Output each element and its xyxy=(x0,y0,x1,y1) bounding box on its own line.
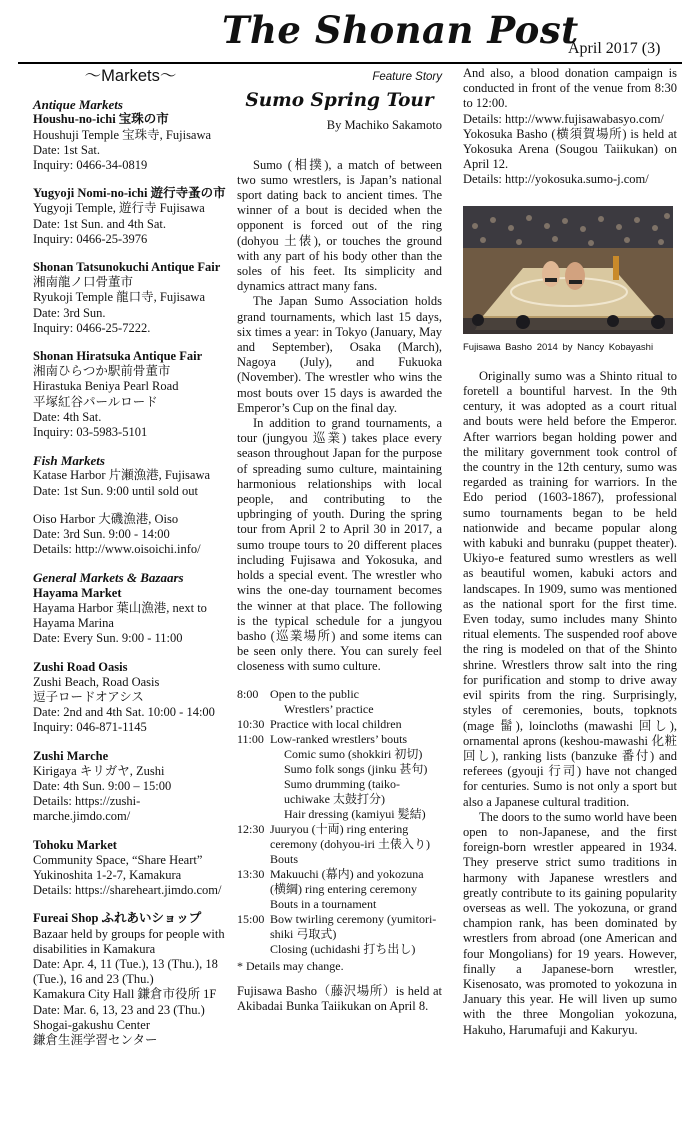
feature-column xyxy=(237,66,442,1014)
market-line: Shogai-gakushu Center xyxy=(33,1017,150,1032)
market-entry xyxy=(33,586,228,647)
details-link: Details: http://yokosuka.sumo-j.com/ xyxy=(463,172,649,187)
market-line: Katase Harbor 片瀬漁港, Fujisawa xyxy=(33,468,211,483)
market-line: Date: 3rd Sun. xyxy=(33,305,106,320)
article-paragraph: In addition to grand tournaments, a tour (jungyou 巡業) takes place every season throughout Japan for the purpose of spreading sumo culture, maintaining harmonious relationships with local people, and contributing to the upbringing of youth. During the spring tour from April 2 to April 30 in 2017, a sumo troupe tours to 20 different places including Fujisawa and Yokosuka, and holds a special event. The wrestler who wins the one-day tournament becomes the winner at that place. The following is the typical schedule for a jungyou basho (巡業場所) and some items can be seen only there. You can surely feel closeness with sumo culture. xyxy=(237,416,442,674)
schedule-time: 10:30 xyxy=(237,716,265,731)
market-line: Date: 2nd and 4th Sat. 10:00 - 14:00 xyxy=(33,705,215,720)
schedule xyxy=(237,687,442,974)
market-line: Details: https://zushi- xyxy=(33,794,141,809)
market-entry xyxy=(33,349,228,440)
market-line: marche.jimdo.com/ xyxy=(33,809,131,824)
schedule-item: Comic sumo (shokkiri 初切) xyxy=(284,746,423,761)
category-title: Fish Markets xyxy=(33,453,105,469)
article-title: Sumo Spring Tour xyxy=(245,90,434,112)
article-paragraph: Originally sumo was a Shinto ritual to foretell a bountiful harvest. In the 9th century, it was adopted as a court ritual and bouts were held before the Emperor. After warriors began holding power and the military government took control of the country in the 12th century, sumo was regarded as training for warriors. In the Edo period (1603-1867), professional sumo tournaments began to be held nationwide and became popular along with kabuki and bunraku (puppet theater). Ukiyo-e featured sumo wrestlers as well as beautiful women, kabuki actors and landscapes. In 1909, sumo was mentioned as the national sport for the first time. Even today, sumo includes many Shinto ritual elements. The suspended roof above the ring is modeled on that of the Shinto shrine. Wrestlers throw salt into the ring for purification and stomp to drive away evil spirits from the ring. Surprisingly, styles of ceremonies, bouts, topknots (mage 髷), loincloths (mawashi 回し), ornamental aprons (keshou-mawashi 化粧回し), ranking lists (banzuke 番付) and referees (gyouji 行司) have not changed for centuries. Sumo is not only a sport but also a Japanese cultural tradition. xyxy=(463,368,677,809)
market-entry xyxy=(33,112,228,173)
market-name: Tohoku Market xyxy=(33,837,117,852)
market-entry xyxy=(33,911,228,1048)
market-line: Date: 4th Sat. xyxy=(33,409,102,424)
market-line: Kamakura City Hall 鎌倉市役所 1F xyxy=(33,987,217,1002)
market-line: Date: 3rd Sun. 9:00 - 14:00 xyxy=(33,527,170,542)
schedule-time: 15:00 xyxy=(237,911,265,926)
market-line: Date: 1st Sat. xyxy=(33,142,101,157)
market-line: Date: Mar. 6, 13, 23 and 23 (Thu.) xyxy=(33,1002,205,1017)
schedule-item: Juuryou (十両) ring entering ceremony (dohyou-iri 土俵入り) xyxy=(270,821,430,851)
markets-heading: 〜Markets〜 xyxy=(84,67,177,85)
market-name: Houshu-no-ichi 宝珠の市 xyxy=(33,112,169,127)
market-line: Date: Every Sun. 9:00 - 11:00 xyxy=(33,631,183,646)
schedule-item: Closing (uchidashi 打ち出し) xyxy=(270,941,416,956)
schedule-item: Open to the public xyxy=(270,686,359,701)
market-entry xyxy=(33,260,228,336)
market-entry xyxy=(33,838,228,899)
schedule-item: Sumo drumming (taiko-uchiwake 太鼓打分) xyxy=(284,776,400,806)
market-name: Shonan Hiratsuka Antique Fair xyxy=(33,349,203,364)
market-line: 逗子ロードオアシス xyxy=(33,689,144,704)
market-line: 平塚紅谷パールロード xyxy=(33,394,158,409)
market-line: Inquiry: 0466-34-0819 xyxy=(33,158,148,173)
article-paragraph: The doors to the sumo world have been open to non-Japanese, and the first foreign-born wrestler appeared in 1934. They preserve strict sumo traditions in harmony with Japanese wrestlers and greatly contribute to its gaining popularity overseas as well. The yokozuna, or grand champion rank, has been dominated by wrestlers from abroad (one American and four Mongolians) for 19 years. However, finally a Japanese-born wrestler, Kisenosato, was promoted to yokozuna in January this year. He will liven up sumo with the three Mongolian yokozuna, Hakuho, Harumafuji and Kakuryu. xyxy=(463,809,677,1037)
market-line: 湘南龍ノ口骨董市 xyxy=(33,275,134,290)
market-line: Zushi Beach, Road Oasis xyxy=(33,674,160,689)
market-line: Inquiry: 03-5983-5101 xyxy=(33,425,148,440)
schedule-item: Bouts xyxy=(270,851,299,866)
market-name: Hayama Market xyxy=(33,585,122,600)
market-line: Date: Apr. 4, 11 (Tue.), 13 (Thu.), 18 xyxy=(33,956,218,971)
issue-date: April 2017 (3) xyxy=(568,40,661,57)
market-entry xyxy=(33,660,228,736)
masthead xyxy=(0,0,700,64)
venue-text: Fujisawa Basho（藤沢場所）is held at Akibadai Bunka Taiikukan on April 8. xyxy=(237,983,442,1013)
schedule-item: Bouts in a tournament xyxy=(270,896,377,911)
market-entry xyxy=(33,512,228,558)
schedule-item: Makuuchi (幕内) and yokozuna (横綱) ring entering ceremony xyxy=(270,866,424,896)
schedule-note: * Details may change. xyxy=(237,958,344,973)
market-line: Details: https://shareheart.jimdo.com/ xyxy=(33,883,222,898)
market-line: Ryukoji Temple 龍口寺, Fujisawa xyxy=(33,290,205,305)
market-line: Date: 4th Sun. 9:00 – 15:00 xyxy=(33,778,172,793)
market-name: Fureai Shop ふれあいショップ xyxy=(33,911,202,926)
schedule-item: Low-ranked wrestlers’ bouts xyxy=(270,731,408,746)
market-line: Inquiry: 0466-25-3976 xyxy=(33,231,148,246)
article-paragraph: The Japan Sumo Association holds grand tournaments, which last 15 days, six times a year: in Tokyo (January, May and September), Osaka (March), Nagoya (July), and Fukuoka (November). The wrestler who wins the most bouts over 15 days is awarded the Emperor’s Cup on the final day. xyxy=(237,294,442,415)
schedule-time: 8:00 xyxy=(237,686,259,701)
market-line: (Tue.), 16 and 23 (Thu.) xyxy=(33,972,154,987)
right-column xyxy=(463,66,677,1038)
market-line: Date: 1st Sun. 9:00 until sold out xyxy=(33,483,198,498)
schedule-item: Wrestlers’ practice xyxy=(284,701,374,716)
category-title: Antique Markets xyxy=(33,97,123,113)
market-entry xyxy=(33,749,228,825)
schedule-item: Practice with local children xyxy=(270,716,402,731)
schedule-time: 13:30 xyxy=(237,866,265,881)
market-line: Houshuji Temple 宝珠寺, Fujisawa xyxy=(33,127,212,142)
schedule-row xyxy=(237,912,442,942)
market-line: disabilities in Kamakura xyxy=(33,941,156,956)
markets-column xyxy=(33,66,228,1061)
market-line: Hirastuka Beniya Pearl Road xyxy=(33,379,179,394)
market-line: Yukinoshita 1-2-7, Kamakura xyxy=(33,867,182,882)
market-line: Oiso Harbor 大磯漁港, Oiso xyxy=(33,511,179,526)
sumo-photo xyxy=(463,206,673,334)
market-line: Inquiry: 0466-25-7222. xyxy=(33,320,151,335)
newspaper-title: The Shonan Post xyxy=(222,8,579,52)
article-paragraph: Yokosuka Basho (横須賀場所) is held at Yokosuka Arena (Sougou Taiikukan) on April 12. xyxy=(463,126,677,172)
market-entry xyxy=(33,468,228,498)
market-name: Zushi Road Oasis xyxy=(33,659,128,674)
market-line: Inquiry: 046-871-1145 xyxy=(33,720,147,735)
schedule-row xyxy=(237,687,442,702)
market-name: Zushi Marche xyxy=(33,748,109,763)
schedule-time: 11:00 xyxy=(237,731,264,746)
feature-label: Feature Story xyxy=(372,71,442,83)
article-paragraph: Sumo (相撲), a match of between two sumo wrestlers, is Japan’s national sport dating back to ancient times. The winner of a bout is decided when the opponent is forced out of the ring (dohyou 土俵), or touches the ground with any part of his body other than the soles of his feet. Its simplicity and dynamics attract many fans. xyxy=(237,157,442,294)
schedule-item: Hair dressing (kamiyui 髪結) xyxy=(284,806,426,821)
schedule-item: Bow twirling ceremony (yumitori-shiki 弓取式) xyxy=(270,911,437,941)
market-name: Yugyoji Nomi-no-ichi 遊行寺蚤の市 xyxy=(33,186,226,201)
schedule-row xyxy=(237,867,442,897)
market-line: 鎌倉生涯学習センター xyxy=(33,1032,158,1047)
article-paragraph: And also, a blood donation campaign is conducted in front of the venue from 8:30 to 12:00. xyxy=(463,66,677,111)
market-line: Bazaar held by groups for people with xyxy=(33,926,225,941)
schedule-row xyxy=(237,717,442,732)
market-line: 湘南ひらつか駅前骨董市 xyxy=(33,364,171,379)
market-line: Community Space, “Share Heart” xyxy=(33,852,203,867)
details-link: Details: http://www.fujisawabasyo.com/ xyxy=(463,111,664,126)
photo-caption: Fujisawa Basho 2014 by Nancy Kobayashi xyxy=(463,341,654,353)
market-line: Kirigaya キリガヤ, Zushi xyxy=(33,763,165,778)
market-line: Hayama Harbor 葉山漁港, next to xyxy=(33,600,207,615)
market-entry xyxy=(33,186,228,247)
schedule-time: 12:30 xyxy=(237,821,265,836)
schedule-row xyxy=(237,732,442,747)
category-title: General Markets & Bazaars xyxy=(33,570,184,586)
market-line: Yugyoji Temple, 遊行寺 Fujisawa xyxy=(33,201,205,216)
schedule-item: Sumo folk songs (jinku 甚句) xyxy=(284,761,428,776)
market-line: Hayama Marina xyxy=(33,616,114,631)
market-line: Details: http://www.oisoichi.info/ xyxy=(33,542,201,557)
byline: By Machiko Sakamoto xyxy=(326,118,442,133)
schedule-row xyxy=(237,822,442,852)
masthead-rule xyxy=(18,62,682,64)
market-name: Shonan Tatsunokuchi Antique Fair xyxy=(33,260,221,275)
market-line: Date: 1st Sun. and 4th Sat. xyxy=(33,216,166,231)
